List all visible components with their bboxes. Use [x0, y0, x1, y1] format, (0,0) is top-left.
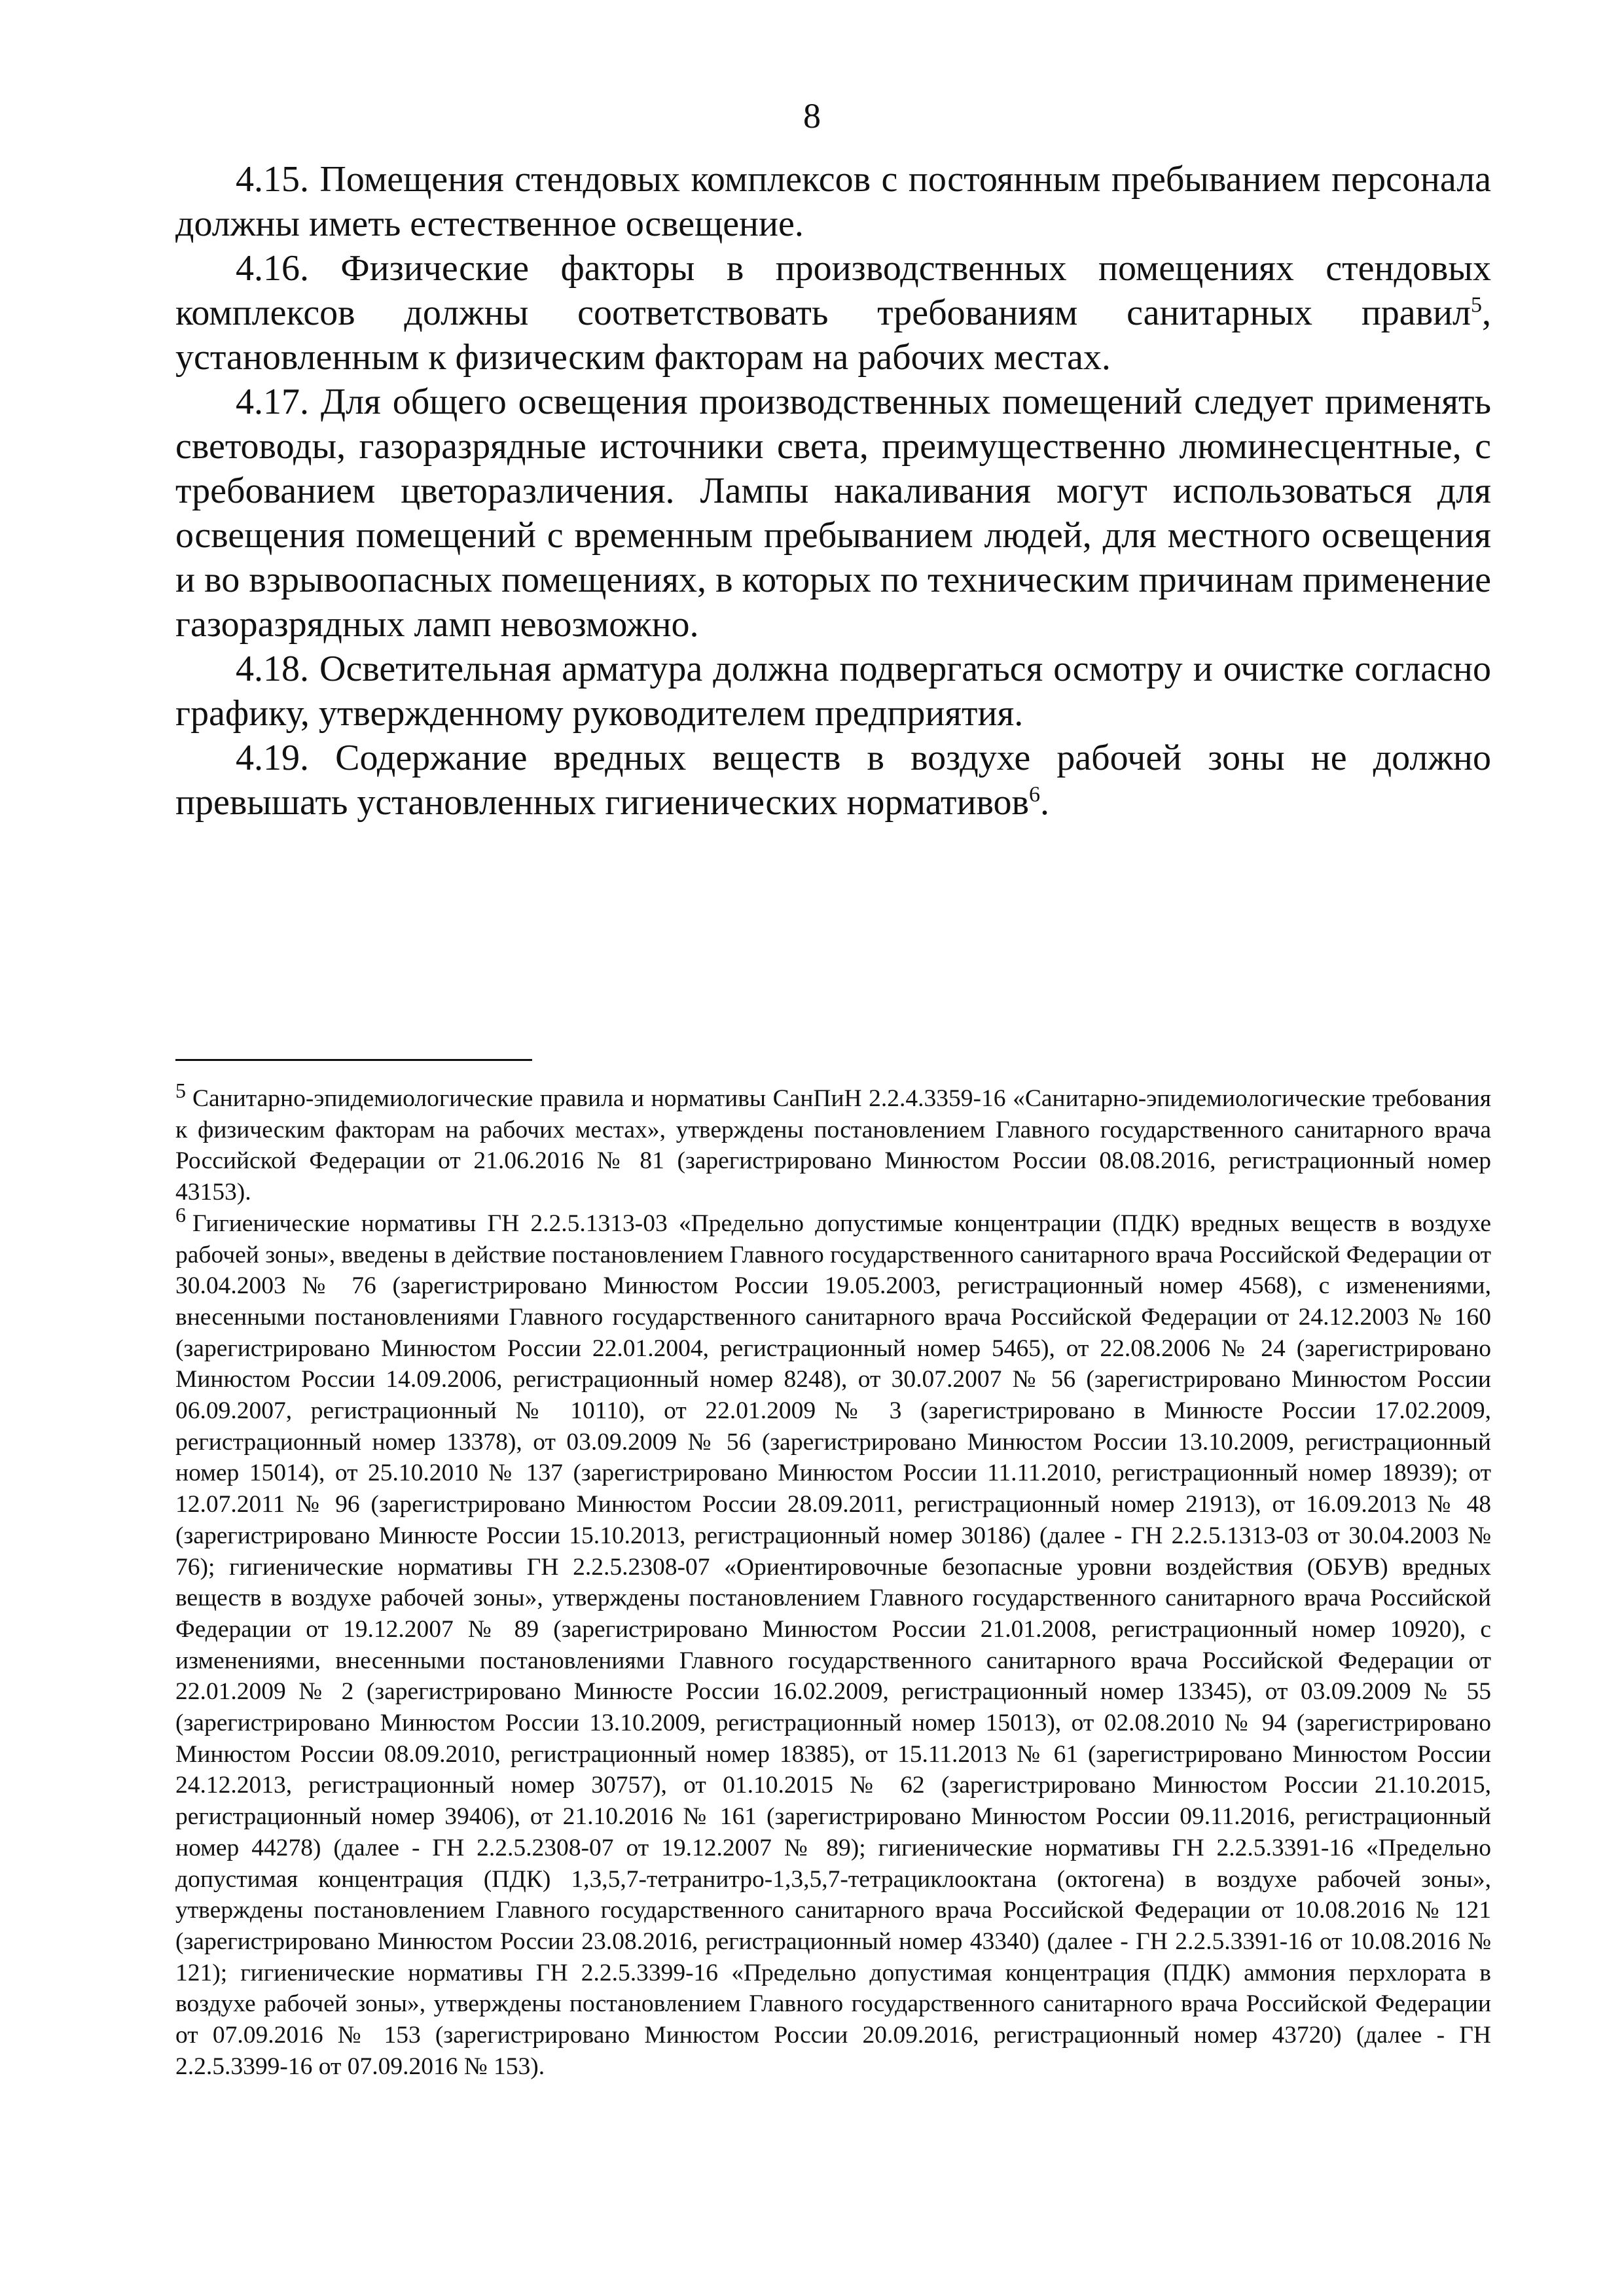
paragraph-text-continued: , установленным к физическим факторам на рабочих местах. — [175, 293, 1491, 378]
paragraph-text: 4.15. Помещения стендовых комплексов с постоянным пребыванием персонала должны иметь естественное освещение. — [175, 159, 1491, 244]
paragraph-4-16 — [175, 246, 1491, 380]
paragraph-text: 4.16. Физические факторы в производственных помещениях стендовых комплексов должны соответствовать требованиям санитарных правил — [175, 248, 1491, 333]
paragraph-text: 4.19. Содержание вредных веществ в воздухе рабочей зоны не должно превышать установленных гигиенических нормативов — [175, 738, 1491, 823]
footnote-ref-6[interactable]: 6 — [1028, 782, 1040, 807]
footnote-6 — [175, 1203, 1491, 2083]
footnote-mark: 6 — [175, 1203, 186, 1227]
paragraph-text: 4.17. Для общего освещения производственных помещений следует применять световоды, газоразрядные источники света, преимущественно люминесцентные, с требованием цветоразличения. Лампы накаливания могут использоваться для освещения помещений с временным пребыванием людей, для местного освещения и во взрывоопасных помещениях, в которых по техническим причинам применение газоразрядных ламп невозможно. — [175, 382, 1491, 645]
page-number: 8 — [803, 96, 821, 135]
paragraph-4-17 — [175, 380, 1491, 647]
main-text — [175, 157, 1491, 825]
paragraph-text-continued: . — [1039, 782, 1049, 823]
footnote-ref-5[interactable]: 5 — [1471, 293, 1482, 317]
paragraph-4-18 — [175, 647, 1491, 736]
footnote-text: Санитарно-эпидемиологические правила и нормативы СанПиН 2.2.4.3359-16 «Санитарно-эпидемиологические требования к физическим факторам на рабочих местах», утверждены постановлением Главного государственного санитарного врача Российской Федерации от 21.06.2016 № 81 (зарегистрировано Минюстом России 08.08.2016, регистрационный номер 43153). — [175, 1085, 1491, 1206]
paragraph-text: 4.18. Осветительная арматура должна подвергаться осмотру и очистке согласно графику, утвержденному руководителем предприятия. — [175, 649, 1491, 734]
footnote-separator — [175, 1059, 532, 1061]
footnote-mark: 5 — [175, 1078, 186, 1102]
paragraph-4-19 — [175, 736, 1491, 825]
footnote-5 — [175, 1078, 1491, 1208]
footnotes — [175, 1078, 1491, 2083]
paragraph-4-15 — [175, 157, 1491, 246]
footnote-text: Гигиенические нормативы ГН 2.2.5.1313-03 «Предельно допустимые концентрации (ПДК) вредных веществ в воздухе рабочей зоны», введены в действие постановлением Главного государственного санитарного врача Российской Федерации от 30.04.2003 № 76 (зарегистрировано Минюстом России 19.05.2003, регистрационный номер 4568), с изменениями, внесенными постановлениями Главного государственного санитарного врача Российской Федерации от 24.12.2003 № 160 (зарегистрировано Минюстом России 22.01.2004, регистрационный номер 5465), от 22.08.2006 № 24 (зарегистрировано Минюстом России 14.09.2006, регистрационный номер 8248), от 30.07.2007 № 56 (зарегистрировано Минюстом России 06.09.2007, регистрационный № 10110), от 22.01.2009 № 3 (зарегистрировано в Минюсте России 17.02.2009, регистрационный номер 13378), от 03.09.2009 № 56 (зарегистрировано Минюстом России 13.10.2009, регистрационный номер 15014), от 25.10.2010 № 137 (зарегистрировано Минюстом России 11.11.2010, регистрационный номер 18939); от 12.07.2011 № 96 (зарегистрировано Минюстом России 28.09.2011, регистрационный номер 21913), от 16.09.2013 № 48 (зарегистрировано Минюсте России 15.10.2013, регистрационный номер 30186) (далее - ГН 2.2.5.1313-03 от 30.04.2003 № 76); гигиенические нормативы ГН 2.2.5.2308-07 «Ориентировочные безопасные уровни воздействия (ОБУВ) вредных веществ в воздухе рабочей зоны», утверждены постановлением Главного государственного санитарного врача Российской Федерации от 19.12.2007 № 89 (зарегистрировано Минюстом России 21.01.2008, регистрационный номер 10920), с изменениями, внесенными постановлениями Главного государственного санитарного врача Российской Федерации от 22.01.2009 № 2 (зарегистрировано Минюсте России 16.02.2009, регистрационный номер 13345), от 03.09.2009 № 55 (зарегистрировано Минюстом России 13.10.2009, регистрационный номер 15013), от 02.08.2010 № 94 (зарегистрировано Минюстом России 08.09.2010, регистрационный номер 18385), от 15.11.2013 № 61 (зарегистрировано Минюстом России 24.12.2013, регистрационный номер 30757), от 01.10.2015 № 62 (зарегистрировано Минюстом России 21.10.2015, регистрационный номер 39406), от 21.10.2016 № 161 (зарегистрировано Минюстом России 09.11.2016, регистрационный номер 44278) (далее - ГН 2.2.5.2308-07 от 19.12.2007 № 89); гигиенические нормативы ГН 2.2.5.3391-16 «Предельно допустимая концентрация (ПДК) 1,3,5,7-тетранитро-1,3,5,7-тетрациклооктана (октогена) в воздухе рабочей зоны», утверждены постановлением Главного государственного санитарного врача Российской Федерации от 10.08.2016 № 121 (зарегистрировано Минюстом России 23.08.2016, регистрационный номер 43340) (далее - ГН 2.2.5.3391-16 от 10.08.2016 № 121); гигиенические нормативы ГН 2.2.5.3399-16 «Предельно допустимая концентрация (ПДК) аммония перхлората в воздухе рабочей зоны», утверждены постановлением Главного государственного санитарного врача Российской Федерации от 07.09.2016 № 153 (зарегистрировано Минюстом России 20.09.2016, регистрационный номер 43720) (далее - ГН 2.2.5.3399-16 от 07.09.2016 № 153). — [175, 1210, 1491, 2080]
